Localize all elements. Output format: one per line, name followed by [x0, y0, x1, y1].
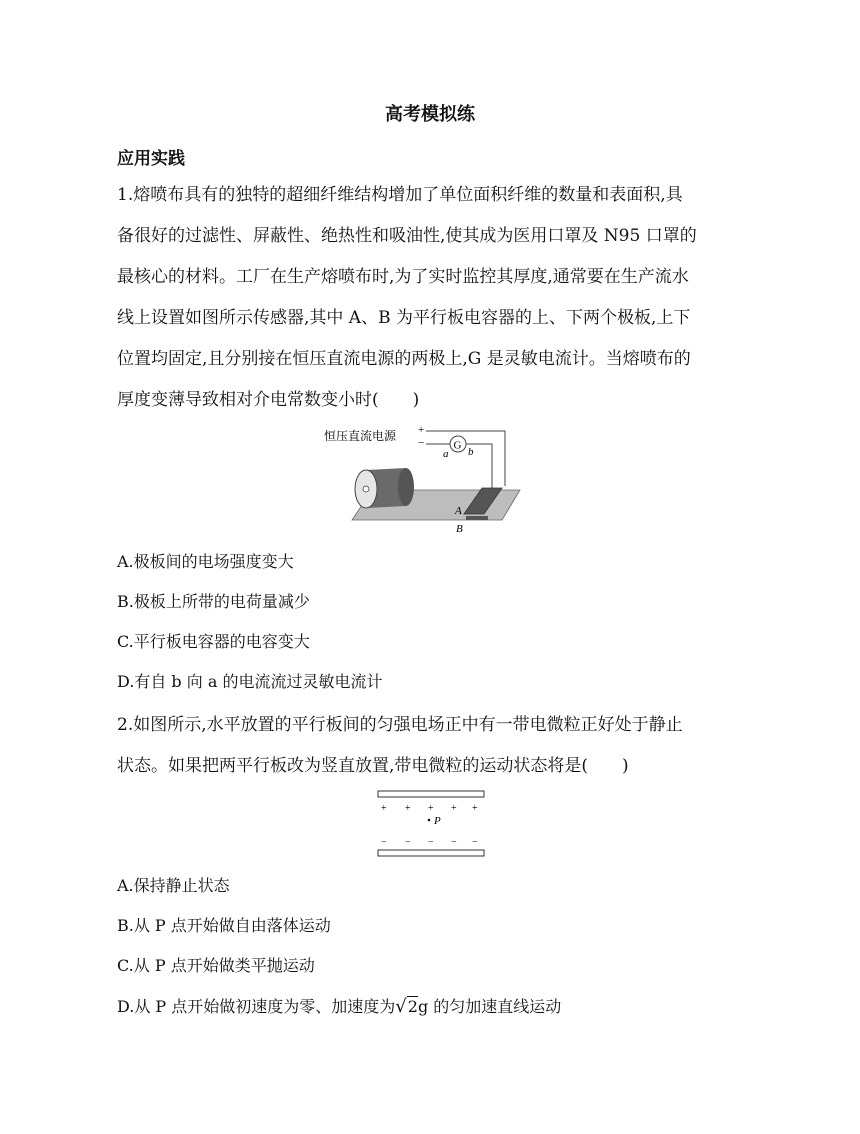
charged-particle [428, 819, 431, 822]
parallel-plates-figure [376, 789, 488, 861]
minus-terminal: − [418, 437, 425, 449]
plus-sign: + [381, 803, 387, 814]
roller-axle [363, 486, 369, 492]
radicand: 2 [407, 997, 418, 1016]
point-p-label: P [434, 815, 441, 827]
section-heading: 应用实践 [117, 149, 185, 169]
question-1-line: 线上设置如图所示传感器,其中 A、B 为平行板电容器的上、下两个极板,上下 [117, 308, 691, 328]
question-2-line: 状态。如果把两平行板改为竖直放置,带电微粒的运动状态将是( ) [117, 756, 629, 776]
question-1-line: 1.熔喷布具有的独特的超细纤维结构增加了单位面积纤维的数量和表面积,具 [117, 185, 683, 205]
plate-b-label: B [456, 523, 463, 535]
minus-sign: − [405, 837, 411, 848]
power-source-label: 恒压直流电源 [324, 429, 397, 443]
question-1-line: 最核心的材料。工厂在生产熔喷布时,为了实时监控其厚度,通常要在生产流水 [117, 267, 689, 287]
plus-sign: + [472, 803, 478, 814]
q2-option-a[interactable]: A.保持静止状态 [117, 876, 230, 895]
radical-sign: √ [395, 996, 407, 1017]
plus-sign: + [405, 803, 411, 814]
terminal-b-label: b [468, 446, 474, 458]
minus-sign: − [451, 837, 457, 848]
capacitor-sensor-figure [320, 424, 530, 539]
minus-sign: − [472, 837, 478, 848]
q2-option-c[interactable]: C.从 P 点开始做类平抛运动 [117, 956, 315, 975]
question-1-line: 位置均固定,且分别接在恒压直流电源的两极上,G 是灵敏电流计。当熔喷布的 [117, 349, 691, 369]
question-2-text [117, 705, 735, 787]
upper-plate [378, 791, 484, 797]
question-2-line: 2.如图所示,水平放置的平行板间的匀强电场正中有一带电微粒正好处于静止 [117, 715, 683, 735]
q1-option-c[interactable]: C.平行板电容器的电容变大 [117, 632, 310, 651]
minus-sign: − [428, 837, 434, 848]
plus-terminal: + [418, 424, 425, 436]
question-1-line: 备很好的过滤性、屏蔽性、绝热性和吸油性,使其成为医用口罩及 N95 口罩的 [117, 226, 697, 246]
q2-option-d-suffix: 的匀加速直线运动 [428, 997, 562, 1016]
q1-option-d[interactable]: D.有自 b 向 a 的电流流过灵敏电流计 [117, 672, 383, 691]
page-title: 高考模拟练 [385, 104, 475, 125]
plate-b [466, 516, 488, 520]
terminal-a-label: a [443, 448, 449, 460]
plus-sign: + [428, 803, 434, 814]
q2-option-d[interactable] [117, 996, 561, 1018]
sqrt-expression [395, 996, 418, 1018]
plus-sign: + [451, 803, 457, 814]
question-1-text [117, 175, 735, 421]
q1-option-b[interactable]: B.极板上所带的电荷量减少 [117, 592, 310, 611]
q1-option-a[interactable]: A.极板间的电场强度变大 [117, 552, 294, 571]
minus-sign: − [381, 837, 387, 848]
roller-end [398, 468, 414, 506]
plate-a-label: A [455, 505, 462, 517]
accel-unit: g [417, 997, 429, 1016]
lower-plate [378, 850, 484, 856]
q2-option-d-prefix: D.从 P 点开始做初速度为零、加速度为 [117, 997, 396, 1016]
q2-option-b[interactable]: B.从 P 点开始做自由落体运动 [117, 916, 331, 935]
galvanometer-label: G [453, 439, 462, 452]
wire-top [426, 431, 505, 486]
question-1-line: 厚度变薄导致相对介电常数变小时( ) [117, 390, 420, 410]
